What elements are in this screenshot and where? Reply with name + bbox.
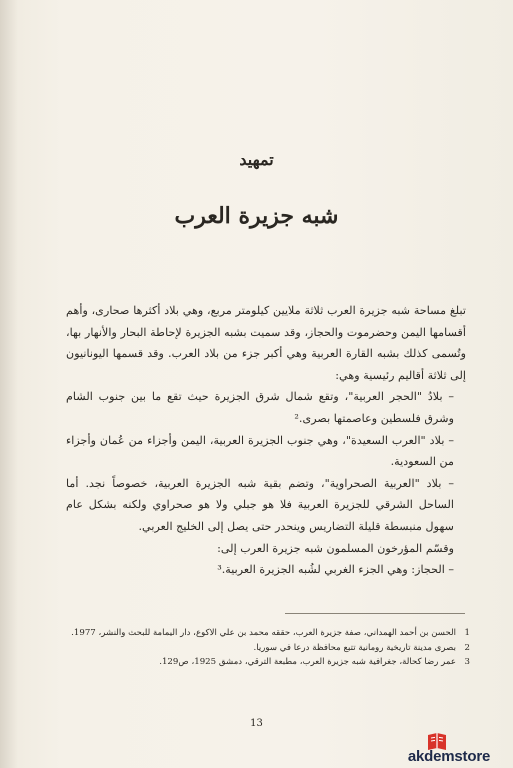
footnote-number: 2 <box>464 642 470 653</box>
chapter-label: تمهيد <box>239 150 274 169</box>
footnote-3 <box>66 655 470 670</box>
hijaz-item: – الحجاز: وهي الجزء الغربي لشُبه الجزيرة العربية.³ <box>217 563 454 577</box>
footnote-2 <box>66 641 470 656</box>
footnote-text: الحسن بن أحمد الهمداني، صفة جزيرة العرب، حققه محمد بن علي الاكوع، دار اليمامة للبحث والنشر، 1977. <box>71 628 456 638</box>
body-text <box>66 300 466 581</box>
division-paragraph: وقسّم المؤرخون المسلمون شبه جزيرة العرب إلى: <box>217 541 454 555</box>
brand-name: akdemstore <box>407 748 491 765</box>
footnote-text: بصرى مدينة تاريخية رومانية تتبع محافظة درعا في سوريا. <box>253 642 456 653</box>
footnotes <box>66 626 470 670</box>
footnote-number: 3 <box>464 657 470 667</box>
page-number: 13 <box>250 718 263 729</box>
spine-shadow <box>0 0 18 768</box>
region-item-3: – بلاد "العربية الصحراوية"، وتضم بقية شبه الجزيرة العربية، خصوصاً نجد. أما الساحل الشرقي للجزيرة العربية فلا هو جبلي ولا هو صحراوي ولكنه بشكل عام سهول منبسطة قليلة التضاريس وينحدر حتى يصل إلى الخليج العربي. <box>66 476 454 533</box>
footnote-divider <box>285 613 465 614</box>
region-item-2: – بلاد "العرب السعيدة"، وهي جنوب الجزيرة العربية، اليمن وأجزاء من عُمان وأجزاء من السعودية. <box>66 433 454 469</box>
footnote-number: 1 <box>464 628 470 638</box>
intro-paragraph: تبلغ مساحة شبه جزيرة العرب ثلاثة ملايين كيلومتر مربع، وهي بلاد أكثرها صحارى، وأهم أقسامها اليمن وحضرموت والحجاز، وقد سميت بشبه الجزيرة لإحاطة البحار والأنهار بها، وتُسمى كذلك بشبه القارة العربية وهي أكبر جزء من بلاد العرب. وقد قسمها اليونانيون إلى ثلاثة أقاليم رئيسية وهي: <box>66 304 466 382</box>
footnote-text: عمر رضا كحالة، جغرافية شبه جزيرة العرب، مطبعة الترقي، دمشق 1925، ص129. <box>159 657 456 667</box>
chapter-title: شبه جزيرة العرب <box>174 203 339 229</box>
watermark <box>388 730 510 764</box>
footnote-1 <box>66 626 470 641</box>
region-item-1: – بلادُ "الحجر العربية"، وتقع شمال شرق الجزيرة حيث تقع ما بين جنوب الشام وشرق فلسطين وعاصمتها بصرى.² <box>66 390 454 425</box>
